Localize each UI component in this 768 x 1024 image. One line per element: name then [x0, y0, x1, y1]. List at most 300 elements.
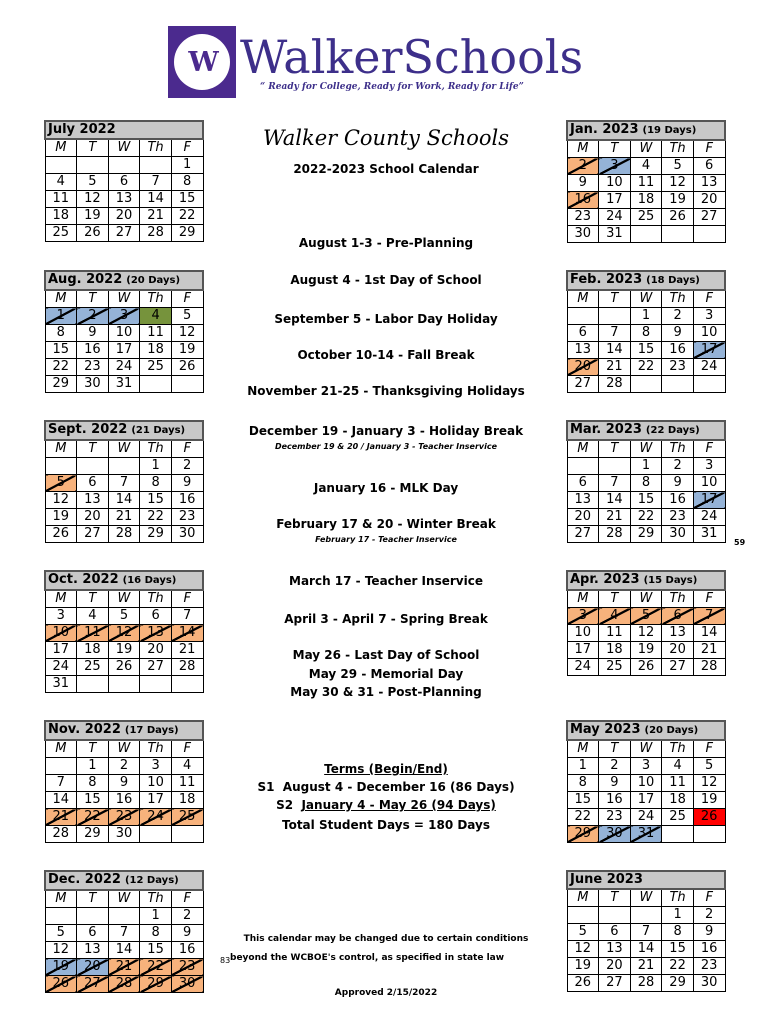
- weekday-header: T: [77, 590, 109, 608]
- day-cell: 24: [140, 809, 172, 826]
- term-s1-text: August 4 - December 16 (86 Days): [282, 780, 515, 794]
- day-cell: 24: [630, 809, 662, 826]
- day-cell: 14: [630, 941, 662, 958]
- day-cell: 20: [77, 959, 109, 976]
- day-cell: 9: [77, 325, 109, 342]
- weekday-header: Th: [140, 440, 172, 458]
- day-cell: 16: [693, 941, 725, 958]
- week-row: [45, 342, 203, 359]
- day-cell: 5: [662, 158, 694, 175]
- day-cell: 9: [599, 775, 631, 792]
- day-cell: 19: [45, 509, 77, 526]
- weekday-header: M: [45, 590, 77, 608]
- weekday-header: W: [108, 890, 140, 908]
- week-row: [567, 958, 725, 975]
- month-day-count: (15 Days): [643, 575, 698, 586]
- disclaimer-line-2: beyond the WCBOE's control, as specified in state law: [230, 953, 505, 963]
- weekday-header: F: [693, 440, 725, 458]
- weekday-header: Th: [140, 890, 172, 908]
- week-row: [567, 308, 725, 325]
- week-row: [567, 924, 725, 941]
- day-cell: 13: [567, 342, 599, 359]
- day-cell: 16: [108, 792, 140, 809]
- day-cell: 27: [662, 659, 694, 676]
- week-row: [45, 157, 203, 174]
- day-cell: 25: [662, 809, 694, 826]
- day-cell: 21: [108, 959, 140, 976]
- weekday-header: M: [567, 440, 599, 458]
- day-cell: 17: [567, 642, 599, 659]
- week-row: [567, 758, 725, 775]
- day-cell: [693, 226, 725, 243]
- month-header: [45, 571, 203, 590]
- weekday-header: M: [45, 890, 77, 908]
- weekday-header: T: [599, 590, 631, 608]
- day-cell: 1: [662, 907, 694, 924]
- day-cell: 12: [662, 175, 694, 192]
- term-s1-label: S1: [257, 780, 275, 794]
- day-cell: 30: [171, 976, 203, 993]
- day-cell: 3: [630, 758, 662, 775]
- day-cell: 18: [630, 192, 662, 209]
- day-cell: 13: [140, 625, 172, 642]
- total-student-days: Total Student Days = 180 Days: [281, 818, 490, 832]
- day-cell: 27: [140, 659, 172, 676]
- weekday-header: M: [45, 139, 77, 157]
- day-cell: 19: [77, 208, 109, 225]
- day-cell: [567, 458, 599, 475]
- day-cell: 20: [599, 958, 631, 975]
- term-s2: [228, 798, 544, 812]
- week-row: [45, 809, 203, 826]
- weekday-header: W: [108, 740, 140, 758]
- week-row: [45, 526, 203, 543]
- day-cell: 7: [599, 475, 631, 492]
- day-cell: 1: [140, 458, 172, 475]
- day-cell: [77, 458, 109, 475]
- event-spring-break: April 3 - April 7 - Spring Break: [284, 612, 488, 626]
- day-cell: 18: [140, 342, 172, 359]
- event-thanksgiving: November 21-25 - Thanksgiving Holidays: [247, 384, 525, 398]
- weekday-header: F: [693, 140, 725, 158]
- day-cell: 24: [599, 209, 631, 226]
- day-cell: [45, 758, 77, 775]
- day-cell: 7: [630, 924, 662, 941]
- event-teacher-inservice: March 17 - Teacher Inservice: [289, 574, 483, 588]
- day-cell: 4: [171, 758, 203, 775]
- day-cell: 21: [630, 958, 662, 975]
- day-cell: [662, 826, 694, 843]
- weekday-header: T: [599, 440, 631, 458]
- day-cell: 29: [630, 526, 662, 543]
- month-calendar-feb: [566, 270, 726, 393]
- week-row: [567, 659, 725, 676]
- day-cell: 26: [171, 359, 203, 376]
- week-row: [567, 458, 725, 475]
- month-name: Feb. 2023: [570, 272, 643, 287]
- day-cell: 8: [662, 924, 694, 941]
- day-cell: 27: [108, 225, 140, 242]
- day-cell: 3: [599, 158, 631, 175]
- month-calendar-jul: [44, 120, 204, 242]
- day-cell: 15: [630, 342, 662, 359]
- day-cell: 30: [77, 376, 109, 393]
- month-name: Dec. 2022: [48, 872, 121, 887]
- day-cell: 9: [662, 475, 694, 492]
- day-cell: 18: [77, 642, 109, 659]
- day-cell: 14: [140, 191, 172, 208]
- day-cell: 9: [567, 175, 599, 192]
- day-cell: 23: [77, 359, 109, 376]
- day-cell: 29: [45, 376, 77, 393]
- day-cell: 17: [108, 342, 140, 359]
- week-row: [45, 174, 203, 191]
- month-calendar-nov: [44, 720, 204, 843]
- month-calendar-jun: [566, 870, 726, 992]
- day-cell: 26: [693, 809, 725, 826]
- day-cell: 5: [567, 924, 599, 941]
- day-cell: 31: [630, 826, 662, 843]
- day-cell: 15: [140, 492, 172, 509]
- day-cell: 21: [140, 208, 172, 225]
- day-cell: 12: [108, 625, 140, 642]
- day-cell: 12: [45, 492, 77, 509]
- day-cell: 31: [108, 376, 140, 393]
- month-name: Apr. 2023: [570, 572, 640, 587]
- weekday-header: M: [567, 889, 599, 907]
- day-cell: 2: [662, 308, 694, 325]
- day-cell: 10: [693, 325, 725, 342]
- day-cell: 22: [630, 509, 662, 526]
- day-cell: 1: [630, 458, 662, 475]
- day-cell: 27: [77, 526, 109, 543]
- month-calendar-may: [566, 720, 726, 843]
- day-cell: 13: [662, 625, 694, 642]
- week-row: [45, 976, 203, 993]
- weekday-header: Th: [662, 290, 694, 308]
- day-cell: 9: [171, 475, 203, 492]
- day-cell: 28: [45, 826, 77, 843]
- day-cell: 6: [77, 925, 109, 942]
- day-cell: 10: [45, 625, 77, 642]
- day-cell: 8: [567, 775, 599, 792]
- day-cell: 26: [108, 659, 140, 676]
- day-cell: 1: [140, 908, 172, 925]
- week-row: [45, 458, 203, 475]
- day-cell: 28: [140, 225, 172, 242]
- week-row: [567, 342, 725, 359]
- day-cell: 1: [567, 758, 599, 775]
- day-cell: 22: [140, 509, 172, 526]
- week-row: [45, 959, 203, 976]
- month-name: July 2022: [48, 122, 116, 137]
- day-cell: 5: [108, 608, 140, 625]
- week-row: [567, 809, 725, 826]
- day-cell: 7: [108, 925, 140, 942]
- day-cell: 7: [693, 608, 725, 625]
- day-cell: 15: [171, 191, 203, 208]
- day-cell: 28: [599, 376, 631, 393]
- week-row: [45, 792, 203, 809]
- weekday-header: M: [567, 740, 599, 758]
- week-row: [567, 907, 725, 924]
- day-cell: 12: [630, 625, 662, 642]
- day-cell: 22: [140, 959, 172, 976]
- month-header: [567, 271, 725, 290]
- day-cell: 14: [599, 342, 631, 359]
- day-cell: [599, 308, 631, 325]
- event-feb-inservice-note: February 17 - Teacher Inservice: [315, 535, 457, 544]
- day-cell: 22: [45, 359, 77, 376]
- day-cell: 26: [630, 659, 662, 676]
- event-preplanning: August 1-3 - Pre-Planning: [298, 236, 474, 250]
- week-row: [567, 526, 725, 543]
- day-cell: 22: [77, 809, 109, 826]
- day-cell: 17: [693, 492, 725, 509]
- week-row: [567, 226, 725, 243]
- day-cell: 6: [662, 608, 694, 625]
- day-cell: 5: [77, 174, 109, 191]
- day-cell: 21: [45, 809, 77, 826]
- week-row: [45, 908, 203, 925]
- day-cell: 4: [662, 758, 694, 775]
- week-row: [45, 826, 203, 843]
- terms-heading: Terms (Begin/End): [324, 762, 448, 776]
- month-header: [45, 871, 203, 890]
- day-cell: 2: [171, 458, 203, 475]
- day-cell: 2: [77, 308, 109, 325]
- event-memorial-day: May 29 - Memorial Day: [308, 667, 464, 681]
- day-cell: 30: [662, 526, 694, 543]
- day-cell: 15: [45, 342, 77, 359]
- weekday-header: Th: [140, 290, 172, 308]
- day-cell: 13: [77, 492, 109, 509]
- day-cell: 18: [45, 208, 77, 225]
- day-cell: 7: [599, 325, 631, 342]
- day-cell: 27: [693, 209, 725, 226]
- day-cell: [140, 157, 172, 174]
- month-day-count: (18 Days): [646, 275, 700, 286]
- month-day-count: (12 Days): [124, 875, 179, 886]
- calendar-subtitle: 2022-2023 School Calendar: [293, 162, 479, 176]
- weekday-header: T: [77, 740, 109, 758]
- week-row: [45, 308, 203, 325]
- weekday-header: M: [567, 140, 599, 158]
- weekday-header: M: [567, 290, 599, 308]
- day-cell: 13: [77, 942, 109, 959]
- month-header: [45, 721, 203, 740]
- day-cell: 10: [108, 325, 140, 342]
- day-cell: 2: [171, 908, 203, 925]
- day-cell: 19: [45, 959, 77, 976]
- week-row: [567, 376, 725, 393]
- day-cell: 17: [630, 792, 662, 809]
- day-cell: 15: [567, 792, 599, 809]
- week-row: [567, 192, 725, 209]
- day-cell: 1: [45, 308, 77, 325]
- day-cell: 18: [662, 792, 694, 809]
- week-row: [45, 325, 203, 342]
- logo-circle: [174, 34, 230, 90]
- day-cell: [77, 157, 109, 174]
- week-row: [567, 158, 725, 175]
- day-cell: 15: [140, 942, 172, 959]
- month-day-count: (16 Days): [122, 575, 177, 586]
- day-cell: 31: [693, 526, 725, 543]
- day-cell: 19: [662, 192, 694, 209]
- day-cell: 26: [77, 225, 109, 242]
- week-row: [45, 225, 203, 242]
- day-cell: 20: [567, 509, 599, 526]
- day-cell: 18: [599, 642, 631, 659]
- weekday-header: W: [630, 590, 662, 608]
- day-cell: 8: [77, 775, 109, 792]
- week-row: [567, 775, 725, 792]
- day-cell: 20: [693, 192, 725, 209]
- week-row: [567, 175, 725, 192]
- weekday-header: F: [171, 740, 203, 758]
- weekday-header: T: [599, 740, 631, 758]
- weekday-header: T: [77, 890, 109, 908]
- day-cell: 29: [77, 826, 109, 843]
- day-cell: 3: [45, 608, 77, 625]
- day-cell: 3: [693, 458, 725, 475]
- day-cell: 22: [630, 359, 662, 376]
- day-cell: 24: [567, 659, 599, 676]
- day-cell: 28: [108, 526, 140, 543]
- day-cell: 14: [599, 492, 631, 509]
- day-cell: 5: [45, 475, 77, 492]
- day-cell: 27: [567, 376, 599, 393]
- weekday-header: Th: [140, 740, 172, 758]
- day-cell: 21: [599, 359, 631, 376]
- day-cell: [567, 907, 599, 924]
- day-cell: 19: [693, 792, 725, 809]
- day-cell: 14: [108, 492, 140, 509]
- day-cell: 3: [140, 758, 172, 775]
- day-cell: 16: [599, 792, 631, 809]
- day-cell: [108, 908, 140, 925]
- calendar-title: Walker County Schools: [262, 126, 510, 150]
- month-calendar-apr: [566, 570, 726, 676]
- week-row: [45, 676, 203, 693]
- day-cell: 2: [693, 907, 725, 924]
- logo-text: WalkerSchools: [240, 30, 584, 84]
- day-cell: [108, 458, 140, 475]
- day-cell: 5: [171, 308, 203, 325]
- day-cell: 9: [171, 925, 203, 942]
- month-calendar-dec: [44, 870, 204, 993]
- day-cell: 23: [662, 509, 694, 526]
- day-cell: [108, 157, 140, 174]
- week-row: [567, 975, 725, 992]
- day-cell: 30: [599, 826, 631, 843]
- day-cell: 10: [567, 625, 599, 642]
- day-cell: 17: [45, 642, 77, 659]
- month-calendar-jan: [566, 120, 726, 243]
- day-cell: 22: [567, 809, 599, 826]
- day-cell: 22: [171, 208, 203, 225]
- day-cell: 29: [662, 975, 694, 992]
- day-cell: 29: [140, 526, 172, 543]
- day-cell: 19: [171, 342, 203, 359]
- week-row: [45, 942, 203, 959]
- day-cell: 26: [45, 976, 77, 993]
- month-name: Jan. 2023: [570, 122, 639, 137]
- week-row: [567, 608, 725, 625]
- day-cell: 12: [45, 942, 77, 959]
- day-cell: 29: [171, 225, 203, 242]
- day-cell: [45, 157, 77, 174]
- day-cell: 25: [599, 659, 631, 676]
- day-cell: 24: [108, 359, 140, 376]
- day-cell: 12: [77, 191, 109, 208]
- month-name: Mar. 2023: [570, 422, 642, 437]
- day-cell: 30: [171, 526, 203, 543]
- day-cell: 29: [140, 976, 172, 993]
- day-cell: 11: [662, 775, 694, 792]
- side-note-number: 59: [734, 538, 746, 547]
- day-cell: 12: [171, 325, 203, 342]
- week-row: [45, 359, 203, 376]
- day-cell: 10: [630, 775, 662, 792]
- week-row: [45, 208, 203, 225]
- day-cell: 4: [630, 158, 662, 175]
- day-cell: 25: [140, 359, 172, 376]
- event-labor-day: September 5 - Labor Day Holiday: [274, 312, 498, 326]
- day-cell: [171, 376, 203, 393]
- day-cell: 6: [140, 608, 172, 625]
- day-cell: 17: [140, 792, 172, 809]
- month-name: Aug. 2022: [48, 272, 123, 287]
- logo-mark: [168, 26, 236, 98]
- day-cell: 30: [108, 826, 140, 843]
- approved-date: Approved 2/15/2022: [334, 988, 438, 998]
- weekday-header: W: [108, 290, 140, 308]
- weekday-header: M: [45, 440, 77, 458]
- day-cell: 5: [693, 758, 725, 775]
- day-cell: [630, 907, 662, 924]
- week-row: [45, 642, 203, 659]
- day-cell: 3: [567, 608, 599, 625]
- day-cell: 6: [77, 475, 109, 492]
- term-s2-label: S2: [276, 798, 294, 812]
- day-cell: [108, 676, 140, 693]
- week-row: [567, 492, 725, 509]
- day-cell: 25: [630, 209, 662, 226]
- disclaimer-number: 83: [220, 956, 231, 965]
- day-cell: 9: [693, 924, 725, 941]
- day-cell: 17: [599, 192, 631, 209]
- day-cell: 12: [693, 775, 725, 792]
- day-cell: 23: [171, 959, 203, 976]
- month-header: [567, 421, 725, 440]
- weekday-header: W: [108, 139, 140, 157]
- week-row: [567, 826, 725, 843]
- day-cell: 4: [140, 308, 172, 325]
- week-row: [45, 775, 203, 792]
- day-cell: 3: [108, 308, 140, 325]
- weekday-header: M: [45, 290, 77, 308]
- day-cell: 28: [599, 526, 631, 543]
- day-cell: 15: [662, 941, 694, 958]
- day-cell: 16: [567, 192, 599, 209]
- day-cell: 26: [567, 975, 599, 992]
- weekday-header: Th: [662, 590, 694, 608]
- day-cell: 15: [77, 792, 109, 809]
- day-cell: 24: [693, 359, 725, 376]
- weekday-header: W: [630, 290, 662, 308]
